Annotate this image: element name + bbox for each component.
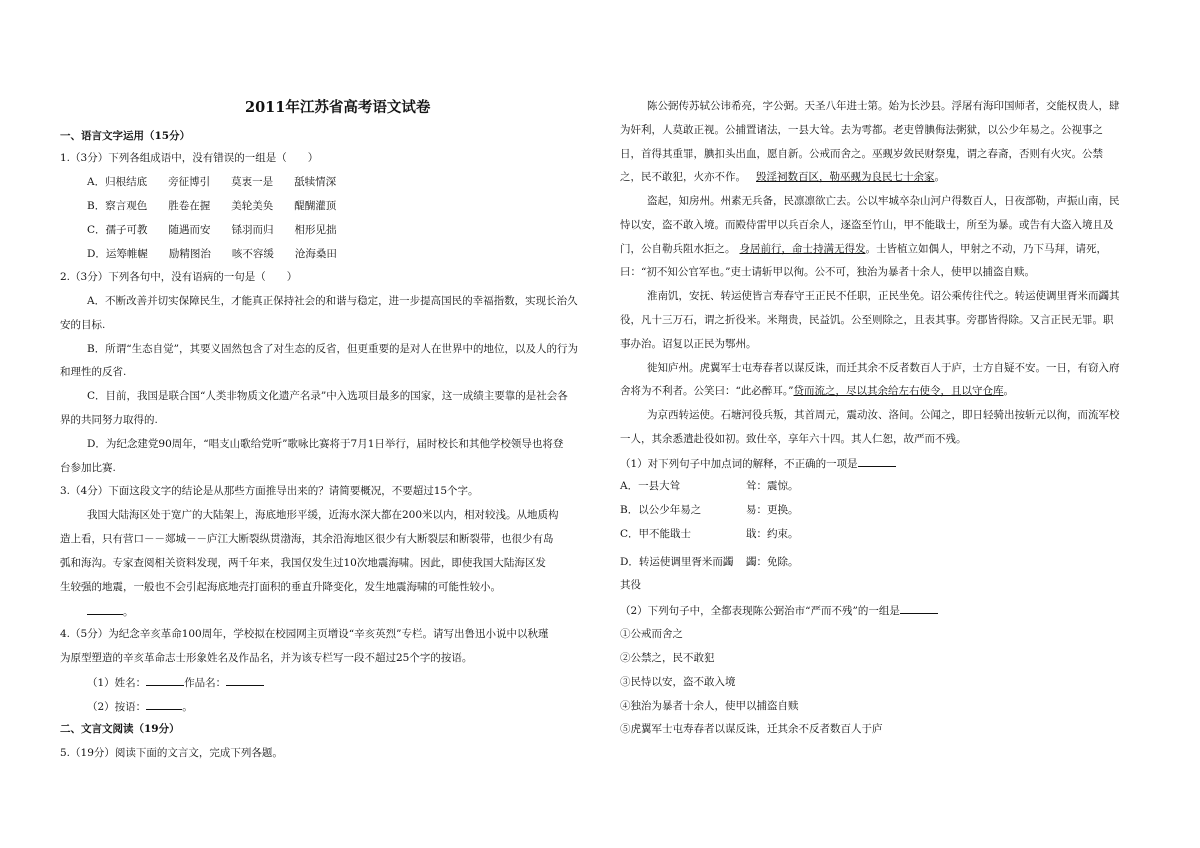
underlined-sentence-3: 贷而流之，尽以其余给左右使令，且以守仓库 — [793, 385, 1004, 397]
question-4-line-1: 4.（5分）为纪念辛亥革命100周年，学校拟在校园网主页增设“辛亥英烈”专栏。请写出鲁迅小说中以秋瑾 — [60, 628, 549, 640]
passage-line-1: 陈公弼传苏轼公讳希亮，字公弼。天圣八年进士第。始为长沙县。浮屠有海印国师者，交能权贵人，肆 — [647, 100, 1120, 112]
passage-line-2: 为奸利，人莫敢正视。公捕置诸法，一县大耸。去为雩都。老吏曾腆侮法粥狱，以公少年易之。公视事之 — [620, 124, 1103, 136]
sub-question-1-option-d-continued: 其役 — [620, 579, 641, 591]
question-3-passage-line-4: 生较强的地震，一般也不会引起海底地壳打面积的垂直升降变化，发生地震海啸的可能性较小。 — [60, 581, 501, 593]
section-2-heading: 二、文言文阅读（19分） — [60, 723, 180, 735]
passage-line-13: 舍将为不利者。公笑曰：“此必醉耳。”贷而流之，尽以其余给左右使令，且以守仓库。 — [620, 385, 1014, 397]
passage-line-4: 之，民不敢犯，火亦不作。 毁淫祠数百区，勒巫觋为良民七十余家。 — [620, 171, 945, 183]
question-1-option-b: B．察言观色 胜卷在握 美轮美奂 醍醐灌顶 — [87, 200, 337, 212]
question-1-option-c: C．孺子可教 随遇而安 铩羽而归 相形见拙 — [87, 224, 337, 236]
question-2-option-b-line-1: B．所谓“生态自觉”，其要义固然包含了对生态的反省，但更重要的是对人在世界中的地位，以及人的行为 — [87, 343, 578, 355]
question-3-passage-line-1: 我国大陆海区处于宽广的大陆架上，海底地形平缓，近海水深大都在200米以内，相对较浅。从地质构 — [87, 509, 559, 521]
passage-line-12: 徙知庐州。虎翼军士屯寿春者以谋反诛，而迁其余不反者数百人于庐，士方自疑不安。一日，有窃入府 — [647, 362, 1120, 374]
question-2-option-d-line-2: 台参加比赛. — [60, 462, 116, 474]
sub-question-2-item-2: ②公禁之，民不敢犯 — [620, 652, 715, 664]
passage-line-7: 门，公自勒兵阻水拒之。 身居前行，命士持满无得发。士皆植立如偶人，甲射之不动，乃下马拜，请死， — [620, 243, 1107, 255]
question-2-option-b-line-2: 和理性的反省. — [60, 366, 127, 378]
question-3: 3.（4分）下面这段文字的结论是从那些方面推导出来的？请简要概况，不要超过15个字。 — [60, 485, 479, 497]
answer-blank — [900, 603, 938, 614]
passage-line-10: 役，凡十三万石，谓之折役米。米翔贵，民益饥。公至则除之，且表其事。旁郡皆得除。又言正民无罪。职 — [620, 314, 1114, 326]
question-1-option-a: A．归根结底 旁征博引 莫衷一是 舐犊情深 — [87, 176, 337, 188]
passage-line-11: 事办治。诏复以正民为鄂州。 — [620, 338, 757, 350]
question-3-answer-line: 。 — [87, 604, 134, 619]
question-2-option-a-line-1: A．不断改善并切实保障民生，才能真正保持社会的和谐与稳定，进一步提高国民的幸福指数，实现长治久 — [87, 295, 578, 307]
question-2-option-c-line-2: 界的共同努力取得的. — [60, 414, 158, 426]
passage-line-3: 日，首得其重罪，腆扣头出血，愿自新。公戒而舍之。巫觋岁敛民财祭鬼，谓之春斋，否则有火灾。公禁 — [620, 148, 1103, 160]
work-blank — [226, 675, 264, 686]
passage-line-9: 淮南饥，安抚、转运使皆言寿春守王正民不任职，正民坐免。诏公乘传往代之。转运使调里胥米而蠲其 — [647, 290, 1120, 302]
question-3-passage-line-3: 弧和海沟。专家查阅相关资料发现，两千年来，我国仅发生过10次地震海啸。因此，即使我国大陆海区发 — [60, 557, 546, 569]
passage-line-14: 为京西转运使。石塘河役兵叛，其首周元，震动汝、洛间。公闻之，即日轻骑出按斩元以徇，而流军校 — [647, 409, 1120, 421]
sub-question-2-item-5: ⑤虎翼军士屯寿春者以谋反诛，迁其余不反者数百人于庐 — [620, 723, 883, 735]
note-blank — [146, 699, 182, 710]
question-4-part-1: （1）姓名： 作品名： — [87, 675, 264, 690]
underlined-sentence-1: 毁淫祠数百区，勒巫觋为良民七十余家 — [756, 171, 935, 183]
passage-line-8: 曰：“初不知公官军也。”吏士请斩甲以徇。公不可，独治为暴者十余人，使甲以捕盗自赎。 — [620, 266, 1035, 278]
sub-question-2-item-3: ③民恃以安，盗不敢入境 — [620, 676, 736, 688]
passage-line-6: 恃以安，盗不敢入境。而殿侍雷甲以兵百余人，逐盗至竹山，甲不能戢士，所至为暴。或告有大盗入境且及 — [620, 219, 1114, 231]
section-1-heading: 一、语言文字运用（15分） — [60, 130, 191, 142]
question-2-option-a-line-2: 安的目标. — [60, 319, 106, 331]
question-2: 2.（3分）下列各句中，没有语病的一句是（ ） — [60, 271, 298, 283]
sub-question-2-item-4: ④独治为暴者十余人，使甲以捕盗自赎 — [620, 700, 799, 712]
question-4-line-2: 为原型塑造的辛亥革命志士形象姓名及作品名，并为该专栏写一段不超过25个字的按语。 — [60, 652, 473, 664]
question-1: 1.（3分）下列各组成语中，没有错误的一组是（ ） — [60, 152, 319, 164]
sub-question-1: （1）对下列句子中加点词的解释，不正确的一项是 — [620, 456, 896, 471]
passage-line-15: 一人，其余悉遣赴役如初。致仕卒，享年六十四。其人仁恕，故严而不残。 — [620, 433, 967, 445]
answer-blank — [87, 604, 123, 615]
underlined-sentence-2: 身居前行，命士持满无得发 — [739, 243, 866, 255]
answer-blank — [858, 456, 896, 467]
question-3-passage-line-2: 造上看，只有营口－－郯城－－庐江大断裂纵贯渤海，其余沿海地区很少有大断裂层和断裂带，也很少有岛 — [60, 533, 554, 545]
question-1-option-d: D．运筹帷幄 励精图治 咳不容缓 沧海桑田 — [87, 248, 337, 260]
name-blank — [146, 675, 184, 686]
question-2-option-c-line-1: C．目前，我国是联合国“人类非物质文化遗产名录”中入选项目最多的国家，这一成绩主要靠的是社会各 — [87, 390, 568, 402]
sub-question-2: （2）下列句子中，全都表现陈公弼治市“严而不残”的一组是 — [620, 603, 938, 618]
question-5: 5.（19分）阅读下面的文言文，完成下列各题。 — [60, 747, 283, 759]
sub-question-1-option-b: B．以公少年易之 易：更换。 — [620, 504, 799, 516]
sub-question-2-item-1: ①公戒而舍之 — [620, 628, 683, 640]
exam-title: 2011年江苏省高考语文试卷 — [245, 99, 431, 116]
sub-question-1-option-a: A．一县大耸 耸：震惊。 — [620, 480, 799, 492]
passage-line-5: 盗起，知房州。州素无兵备，民凛凛欲亡去。公以牢城卒杂山河户得数百人，日夜部勒，声振山南，民 — [647, 195, 1120, 207]
sub-question-1-option-d: D．转运使调里胥米而蠲 蠲：免除。 — [620, 556, 799, 568]
question-2-option-d-line-1: D．为纪念建党90周年，“唱支山歌给党听”歌咏比赛将于7月1日举行，届时校长和其他学校领导也将登 — [87, 438, 564, 450]
sub-question-1-option-c: C．甲不能戢士 戢：约束。 — [620, 528, 799, 540]
question-4-part-2: （2）按语： 。 — [87, 701, 193, 713]
